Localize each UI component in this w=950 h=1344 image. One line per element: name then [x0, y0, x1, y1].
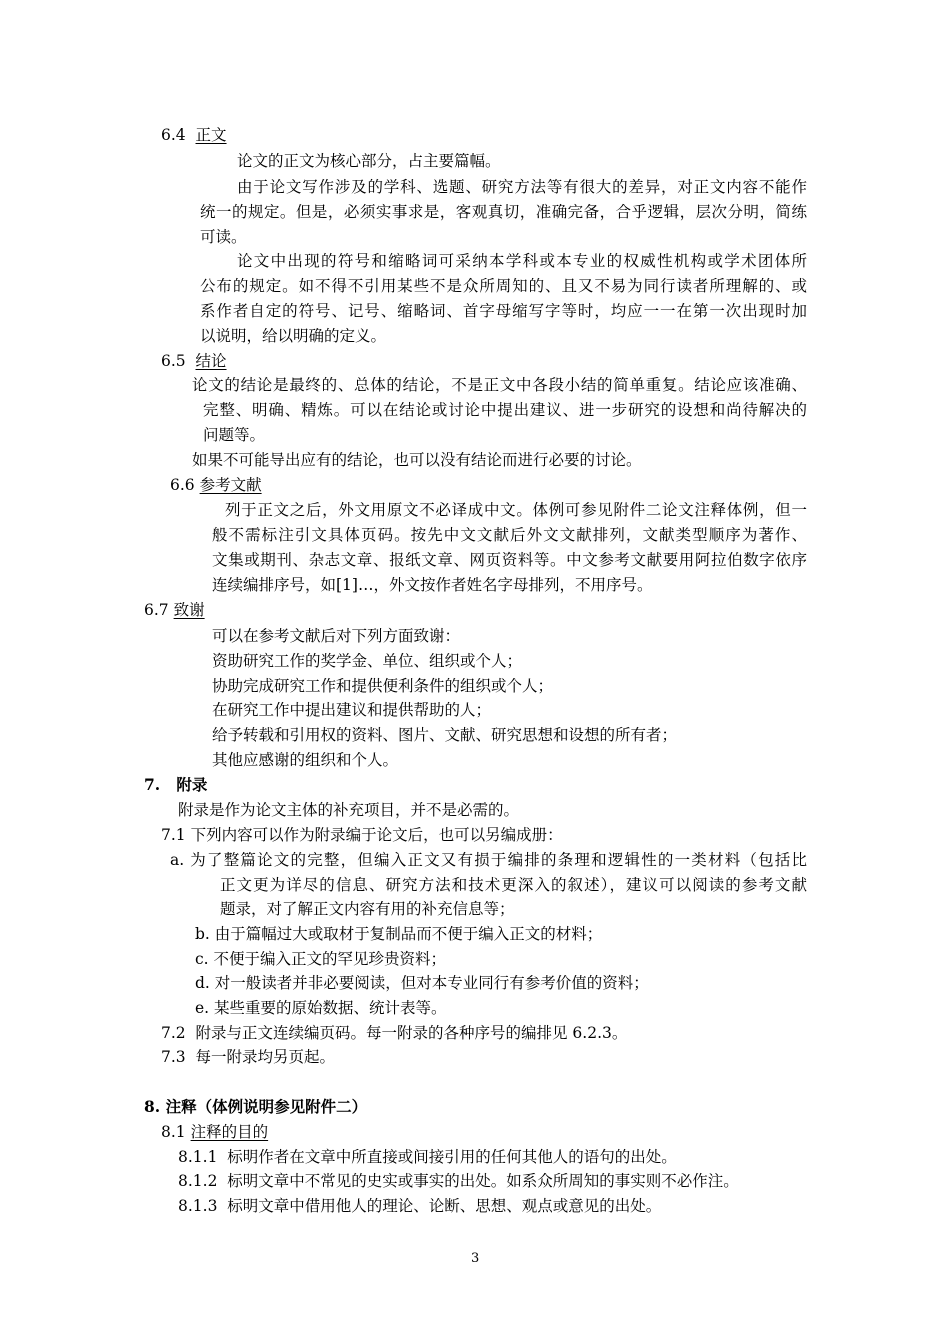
section-number: 6.6 — [170, 476, 195, 494]
paragraph-line: 完整、明确、精炼。可以在结论或讨论中提出建议、进一步研究的设想和尚待解决的 — [203, 401, 807, 419]
paragraph-line: 附录是作为论文主体的补充项目，并不是必需的。 — [178, 801, 520, 819]
section-6-4-heading — [161, 124, 227, 146]
list-item: 给予转载和引用权的资料、图片、文献、研究思想和设想的所有者； — [212, 726, 678, 744]
paragraph-line: 7.2 附录与正文连续编页码。每一附录的各种序号的编排见 6.2.3。 — [161, 1024, 628, 1042]
section-6-7-heading — [144, 599, 205, 621]
section-8-heading: 8. 注释（体例说明参见附件二） — [144, 1097, 368, 1116]
paragraph-line: 论文的正文为核心部分，占主要篇幅。 — [237, 152, 501, 170]
page-number: 3 — [471, 1251, 480, 1266]
section-6-6-heading — [170, 474, 262, 496]
paragraph-line: 般不需标注引文具体页码。按先中文文献后外文文献排列，文献类型顺序为著作、 — [212, 526, 807, 544]
paragraph-line: 7.3 每一附录均另页起。 — [161, 1048, 336, 1066]
paragraph-line: 连续编排序号，如[1]…，外文按作者姓名字母排列，不用序号。 — [212, 576, 653, 594]
list-item: b. 由于篇幅过大或取材于复制品而不便于编入正文的材料； — [195, 925, 603, 943]
section-number: 6.5 — [161, 352, 186, 370]
section-title: 参考文献 — [199, 476, 262, 494]
paragraph-line: 公布的规定。如不得不引用某些不是众所周知的、且又不易为同行读者所理解的、或 — [200, 277, 807, 295]
paragraph-line: 如果不可能导出应有的结论，也可以没有结论而进行必要的讨论。 — [192, 451, 642, 469]
section-title: 结论 — [195, 352, 227, 370]
section-6-5-heading — [161, 350, 227, 372]
list-item: 8.1.2 标明文章中不常见的史实或事实的出处。如系众所周知的事实则不必作注。 — [178, 1172, 739, 1190]
paragraph-line: 列于正文之后，外文用原文不必译成中文。体例可参见附件二论文注释体例，但一 — [225, 501, 807, 519]
list-item: c. 不便于编入正文的罕见珍贵资料； — [195, 950, 447, 968]
list-item: d. 对一般读者并非必要阅读，但对本专业同行有参考价值的资料； — [195, 974, 649, 992]
section-title: 致谢 — [173, 601, 205, 619]
list-item: 8.1.1 标明作者在文章中所直接或间接引用的任何其他人的语句的出处。 — [178, 1148, 677, 1166]
paragraph-line: 可读。 — [200, 228, 247, 246]
list-item: 在研究工作中提出建议和提供帮助的人； — [212, 701, 492, 719]
list-item: 协助完成研究工作和提供便利条件的组织或个人； — [212, 677, 554, 695]
section-title: 正文 — [195, 126, 227, 144]
section-title: 注释的目的 — [190, 1123, 269, 1141]
paragraph-line: 由于论文写作涉及的学科、选题、研究方法等有很大的差异，对正文内容不能作 — [237, 178, 807, 196]
paragraph-line: 论文的结论是最终的、总体的结论，不是正文中各段小结的简单重复。结论应该准确、 — [192, 376, 807, 394]
list-item: 可以在参考文献后对下列方面致谢： — [212, 627, 461, 645]
list-item: 其他应感谢的组织和个人。 — [212, 751, 399, 769]
list-item: a. 为了整篇论文的完整，但编入正文又有损于编排的条理和逻辑性的一类材料（包括比 — [170, 851, 807, 869]
paragraph-line: 统一的规定。但是，必须实事求是，客观真切，准确完备，合乎逻辑，层次分明，简练 — [200, 203, 807, 221]
paragraph-line: 系作者自定的符号、记号、缩略词、首字母缩写字等时，均应一一在第一次出现时加 — [200, 302, 807, 320]
list-item: 8.1.3 标明文章中借用他人的理论、论断、思想、观点或意见的出处。 — [178, 1197, 662, 1215]
section-number: 6.7 — [144, 601, 169, 619]
section-number: 6.4 — [161, 126, 186, 144]
paragraph-line: 文集或期刊、杂志文章、报纸文章、网页资料等。中文参考文献要用阿拉伯数字依序 — [212, 551, 807, 569]
paragraph-line: 7.1 下列内容可以作为附录编于论文后，也可以另编成册： — [161, 826, 563, 844]
paragraph-line: 问题等。 — [203, 426, 266, 444]
list-item: 资助研究工作的奖学金、单位、组织或个人； — [212, 652, 523, 670]
paragraph-line: 以说明，给以明确的定义。 — [200, 327, 387, 345]
list-item: 题录，对了解正文内容有用的补充信息等； — [220, 900, 515, 918]
section-7-heading: 7. 附录 — [144, 775, 208, 794]
section-number: 8.1 — [161, 1123, 186, 1141]
list-item: e. 某些重要的原始数据、统计表等。 — [195, 999, 447, 1017]
list-item: 正文更为详尽的信息、研究方法和技术更深入的叙述），建议可以阅读的参考文献 — [220, 876, 807, 894]
section-8-1-heading — [161, 1121, 268, 1143]
paragraph-line: 论文中出现的符号和缩略词可采纳本学科或本专业的权威性机构或学术团体所 — [237, 252, 807, 270]
